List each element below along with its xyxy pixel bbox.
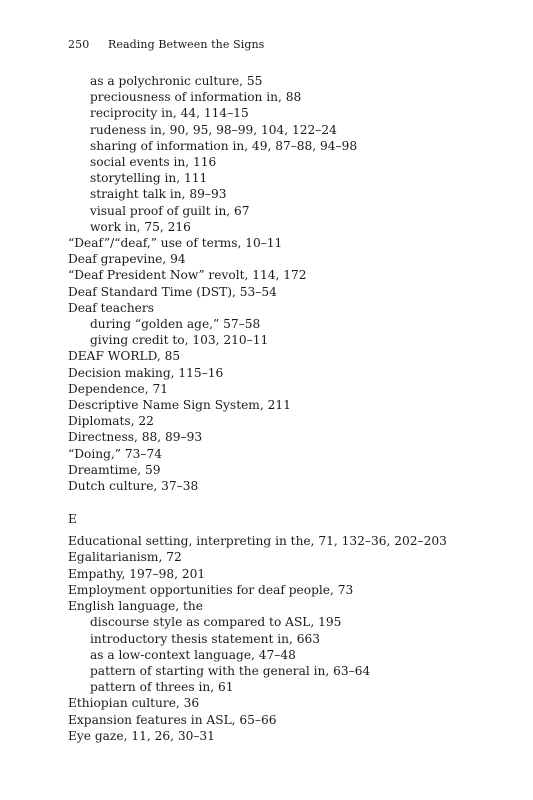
index-subentry: rudeness in, 90, 95, 98–99, 104, 122–24 [90,122,337,137]
index-entry: “Doing,” 73–74 [68,446,162,461]
index-subentry: giving credit to, 103, 210–11 [90,333,269,348]
index-entry: Empathy, 197–98, 201 [68,566,206,581]
book-title: Reading Between the Signs [108,38,265,51]
index-subentry: sharing of information in, 49, 87–88, 94–98 [90,138,358,153]
index-subentry: reciprocity in, 44, 114–15 [90,106,249,121]
index-entry: Employment opportunities for deaf people, 73 [68,582,354,597]
index-entry: Diplomats, 22 [68,414,154,429]
index-entry: “Deaf”/“deaf,” use of terms, 10–11 [68,236,283,251]
index-subentry: as a polychronic culture, 55 [90,74,263,88]
index-entry: Deaf Standard Time (DST), 53–54 [68,284,277,299]
index-body [68,73,508,744]
index-entry: Decision making, 115–16 [68,365,224,380]
index-subentry: storytelling in, 111 [90,171,208,186]
index-entry: Eye gaze, 11, 26, 30–31 [68,728,215,743]
index-subentry: discourse style as compared to ASL, 195 [90,615,342,630]
index-subentry: pattern of threes in, 61 [90,680,234,695]
index-subentry: straight talk in, 89–93 [90,187,227,202]
index-subentry: visual proof of guilt in, 67 [90,203,250,218]
index-entry: “Deaf President Now” revolt, 114, 172 [68,268,307,283]
index-entry: English language, the [68,599,203,614]
index-subentry: introductory thesis statement in, 663 [90,631,321,646]
index-entry: Egalitarianism, 72 [68,550,182,565]
page-number: 250 [68,38,90,51]
index-entry: Ethiopian culture, 36 [68,696,200,711]
index-entry: Deaf teachers [68,300,154,315]
index-entry: Expansion features in ASL, 65–66 [68,712,277,727]
index-entry: Descriptive Name Sign System, 211 [68,398,291,413]
running-head [68,38,264,51]
index-subentry: during “golden age,” 57–58 [90,317,261,332]
index-subentry: preciousness of information in, 88 [90,90,302,105]
index-section-d-continued [68,73,508,494]
index-section-e [68,533,508,744]
section-letter-heading: E [68,512,77,527]
index-entry: Dreamtime, 59 [68,462,161,477]
index-entry: Directness, 88, 89–93 [68,430,203,445]
index-subentry: social events in, 116 [90,155,217,170]
index-subentry: work in, 75, 216 [90,219,191,234]
index-entry: DEAF WORLD, 85 [68,349,181,364]
index-entry: Dutch culture, 37–38 [68,479,199,494]
index-entry: Dependence, 71 [68,381,169,396]
index-subentry: as a low-context language, 47–48 [90,647,296,662]
index-subentry: pattern of starting with the general in, 63–64 [90,663,371,678]
index-entry: Educational setting, interpreting in the, 71, 132–36, 202–203 [68,534,447,549]
index-entry: Deaf grapevine, 94 [68,252,186,267]
